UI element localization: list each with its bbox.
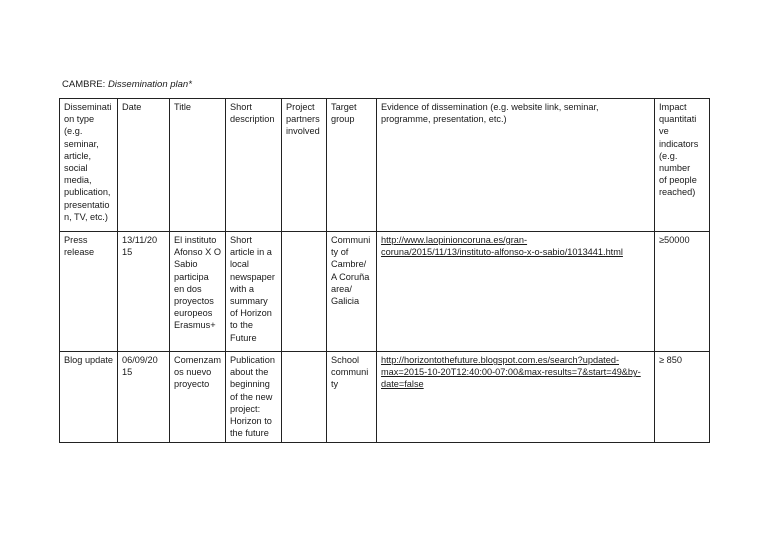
cell-date: 13/11/20 15 (118, 232, 170, 352)
cell-type: Blog update (60, 352, 118, 443)
header-dissemination-type: Disseminati on type (e.g. seminar, article, social media, publication, presentatio n, TV, etc.) (60, 99, 118, 232)
cell-title: Comenzam os nuevo proyecto (170, 352, 226, 443)
cell-type: Press release (60, 232, 118, 352)
header-evidence: Evidence of dissemination (e.g. website link, seminar, programme, presentation, etc.) (377, 99, 655, 232)
evidence-link[interactable]: http://horizontothefuture.blogspot.com.es/search?updated- max=2015-10-20T12:40:00-07:00&max-results=7&start=49&by- date=false (381, 355, 641, 390)
header-short-description: Short description (226, 99, 282, 232)
cell-evidence (377, 352, 655, 443)
header-date: Date (118, 99, 170, 232)
cell-partners (282, 232, 327, 352)
cell-target: School communi ty (327, 352, 377, 443)
heading-prefix: CAMBRE: (62, 79, 108, 90)
cell-evidence (377, 232, 655, 352)
cell-date: 06/09/20 15 (118, 352, 170, 443)
heading-title: Dissemination plan* (107, 79, 192, 90)
cell-partners (282, 352, 327, 443)
table-row (60, 232, 710, 352)
cell-impact: ≥ 850 (655, 352, 710, 443)
header-project-partners: Project partners involved (282, 99, 327, 232)
cell-title: El instituto Afonso X O Sabio participa en dos proyectos europeos Erasmus+ (170, 232, 226, 352)
table-header-row (60, 99, 710, 232)
cell-target: Communi ty of Cambre/ A Coruña area/ Galicia (327, 232, 377, 352)
table-row (60, 352, 710, 443)
header-impact: Impact quantitati ve indicators (e.g. number of people reached) (655, 99, 710, 232)
evidence-link[interactable]: http://www.laopinioncoruna.es/gran- coruna/2015/11/13/instituto-alfonso-x-o-sabio/1013441.html (381, 235, 623, 258)
dissemination-plan-table (59, 98, 710, 443)
header-target-group: Target group (327, 99, 377, 232)
cell-description: Short article in a local newspaper with a summary of Horizon to the Future (226, 232, 282, 352)
document-heading (62, 79, 192, 90)
cell-impact: ≥50000 (655, 232, 710, 352)
cell-description: Publication about the beginning of the new project: Horizon to the future (226, 352, 282, 443)
header-title: Title (170, 99, 226, 232)
